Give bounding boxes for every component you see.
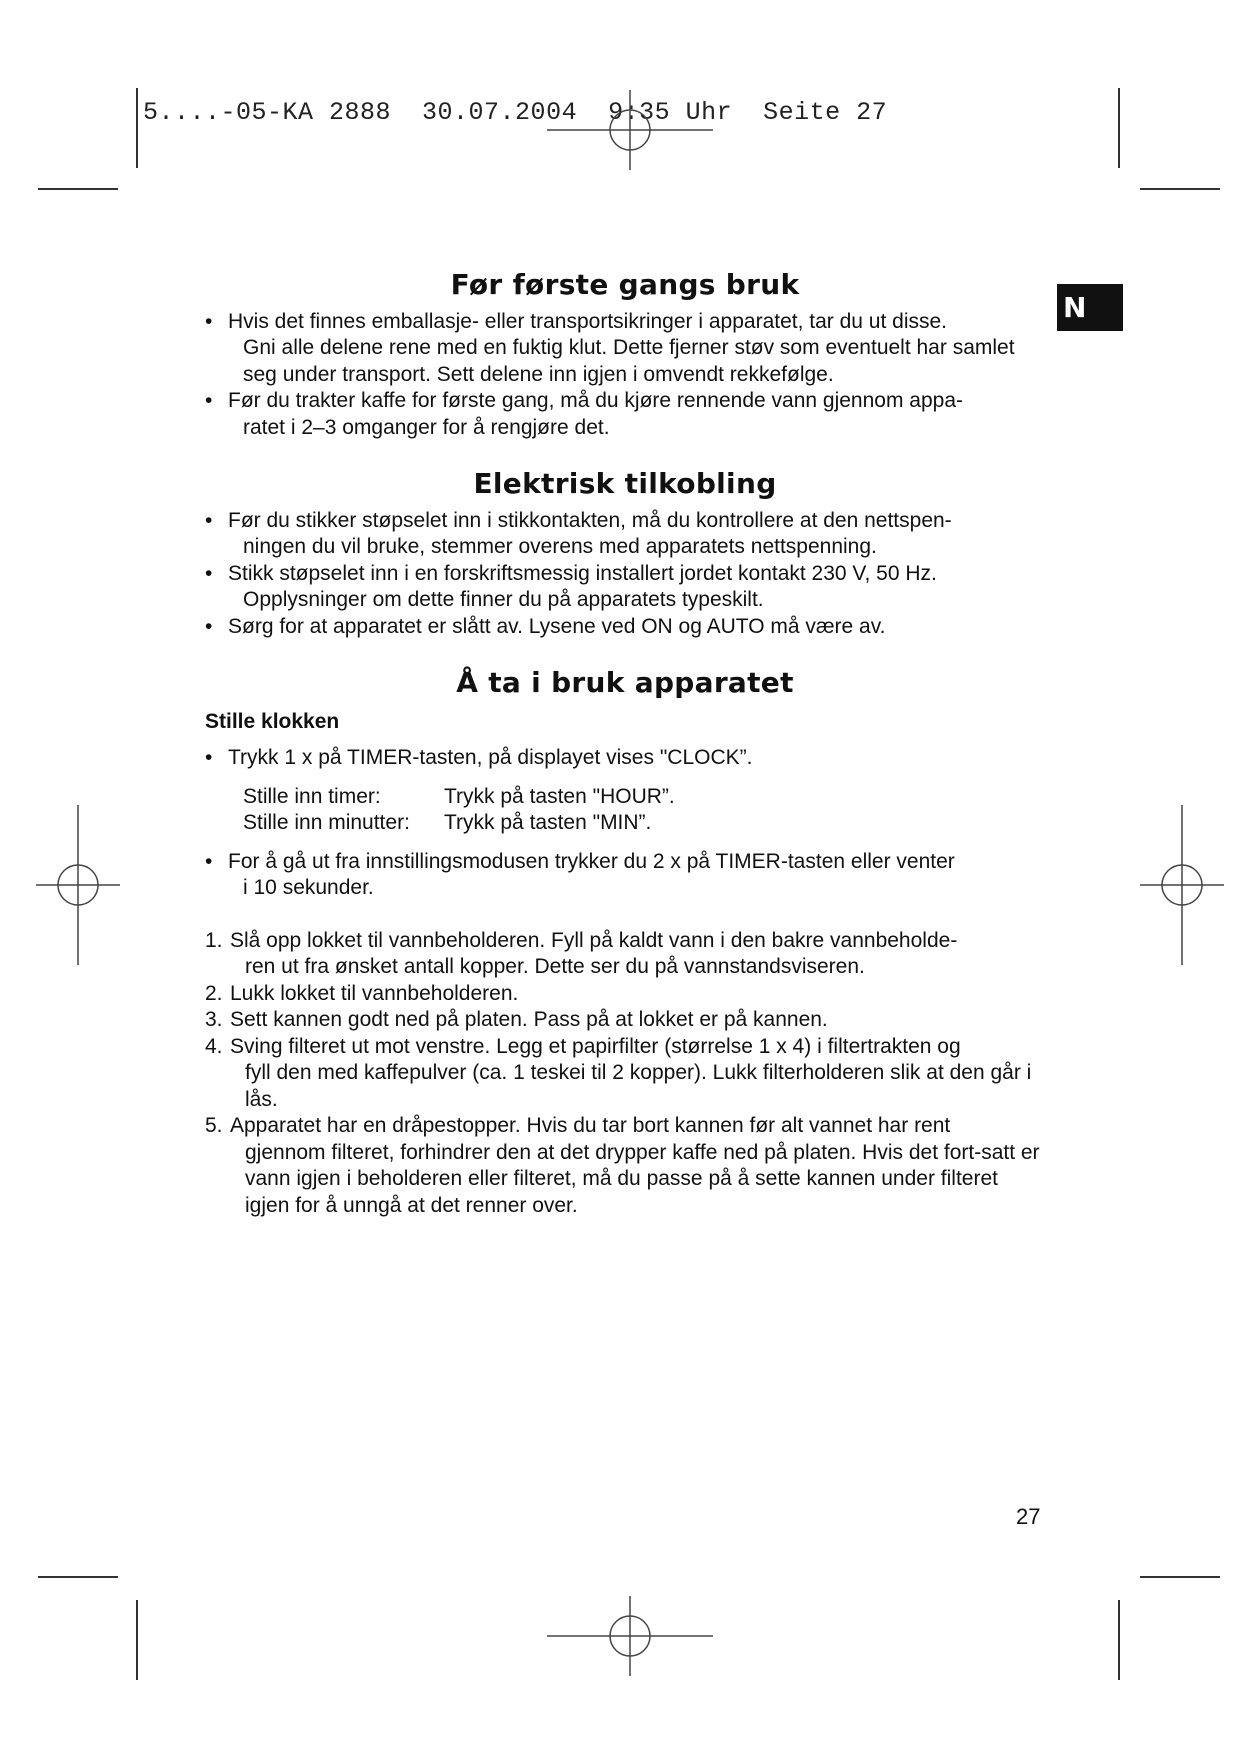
step-item (205, 928, 1045, 981)
step-first-line: Apparatet har en dråpestopper. Hvis du tar bort kannen før alt vannet har rent (230, 1114, 951, 1137)
step-continuation: fyll den med kaffepulver (ca. 1 teskei til 2 kopper). Lukk filterholderen slik at den går i lås. (245, 1061, 1032, 1111)
page-content (205, 268, 1045, 1219)
step-item (205, 1113, 1045, 1219)
list-item (205, 849, 1045, 902)
list-item (205, 508, 1045, 561)
step-number: 2. (205, 981, 223, 1005)
print-slug: 5....-05-KA 2888 30.07.2004 9:35 Uhr Seite 27 (143, 98, 888, 127)
step-first-line: Slå opp lokket til vannbeholderen. Fyll på kaldt vann i den bakre vannbeholde- (230, 928, 958, 952)
step-number: 5. (205, 1114, 223, 1137)
subsection-title: Stille klokken (205, 709, 340, 733)
bullet-list (205, 309, 1045, 442)
list-item (205, 561, 1045, 614)
crop-mark (1140, 188, 1220, 190)
item-continuation: Opplysninger om dette finner du på apparatets typeskilt. (243, 588, 764, 611)
step-number: 4. (205, 1034, 223, 1058)
crop-mark (136, 1600, 138, 1680)
item-first-line: Før du trakter kaffe for første gang, må du kjøre rennende vann gjennom appa- (228, 389, 963, 412)
step-item (205, 1034, 1045, 1114)
section-title: Før første gangs bruk (450, 268, 800, 301)
bullet-list (205, 745, 1045, 772)
timer-value: Trykk på tasten "HOUR”. (444, 784, 675, 808)
registration-mark-bottom (545, 1596, 715, 1676)
item-first-line: Før du stikker støpselet inn i stikkontakten, må du kontrollere at den nettspen- (228, 508, 952, 532)
timer-settings (205, 784, 1045, 837)
crop-mark (1140, 1576, 1220, 1578)
item-continuation: ningen du vil bruke, stemmer overens med apparatets nettspenning. (243, 535, 877, 558)
item-continuation: Gni alle delene rene med en fuktig klut. Dette fjerner støv som eventuelt har samlet seg under transport. Sett delene inn igjen i omvendt rekkefølge. (243, 336, 1015, 386)
registration-mark-left (36, 805, 120, 965)
step-item (205, 981, 1045, 1008)
step-item (205, 1007, 1045, 1034)
language-tab: N (1057, 284, 1123, 331)
item-first-line: For å gå ut fra innstillingsmodusen trykker du 2 x på TIMER-tasten eller venter (228, 849, 955, 873)
step-continuation: ren ut fra ønsket antall kopper. Dette ser du på vannstandsviseren. (245, 955, 865, 978)
page-number: 27 (1016, 1504, 1041, 1529)
bullet-list (205, 508, 1045, 641)
section-title: Å ta i bruk apparatet (456, 666, 794, 699)
timer-row (205, 784, 1045, 811)
bullet-list (205, 849, 1045, 902)
crop-mark (136, 88, 138, 168)
step-continuation: gjennom filteret, forhindrer den at det drypper kaffe ned på platen. Hvis det fort-satt er vann igjen i beholderen eller filteret, må du passe på å sette kannen under filteret igjen for å unngå at det renner over. (245, 1140, 1040, 1217)
step-first-line: Sett kannen godt ned på platen. Pass på at lokket er på kannen. (230, 1008, 828, 1031)
registration-mark-right (1140, 805, 1224, 965)
list-item (205, 614, 1045, 641)
list-item (205, 388, 1045, 441)
list-item (205, 309, 1045, 389)
list-item: • Trykk 1 x på TIMER-tasten, på displayet vises "CLOCK”. (205, 745, 1045, 772)
crop-mark (38, 188, 118, 190)
crop-mark (1118, 88, 1120, 168)
step-first-line: Lukk lokket til vannbeholderen. (230, 981, 519, 1005)
item-first-line: Sørg for at apparatet er slått av. Lysene ved ON og AUTO må være av. (228, 614, 886, 638)
timer-label: Stille inn timer: (243, 784, 381, 808)
item-continuation: ratet i 2–3 omganger for å rengjøre det. (243, 415, 610, 439)
section-operation (205, 666, 1045, 1219)
timer-value: Trykk på tasten "MIN”. (444, 811, 652, 834)
section-electrical (205, 467, 1045, 640)
crop-mark (38, 1576, 118, 1578)
item-first-line: Hvis det finnes emballasje- eller transportsikringer i apparatet, tar du ut disse. (228, 309, 948, 333)
crop-mark (1118, 1600, 1120, 1680)
item-first-line: Stikk støpselet inn i en forskriftsmessig installert jordet kontakt 230 V, 50 Hz. (228, 561, 937, 585)
timer-row (205, 810, 1045, 837)
step-number: 3. (205, 1008, 223, 1031)
timer-label: Stille inn minutter: (243, 811, 410, 834)
section-first-use (205, 268, 1045, 441)
numbered-steps (205, 928, 1045, 1220)
step-number: 1. (205, 928, 223, 952)
section-title: Elektrisk tilkobling (473, 467, 777, 500)
step-first-line: Sving filteret ut mot venstre. Legg et papirfilter (størrelse 1 x 4) i filtertrakten og (230, 1034, 961, 1058)
registration-mark-top (545, 90, 715, 170)
item-continuation: i 10 sekunder. (243, 876, 374, 899)
